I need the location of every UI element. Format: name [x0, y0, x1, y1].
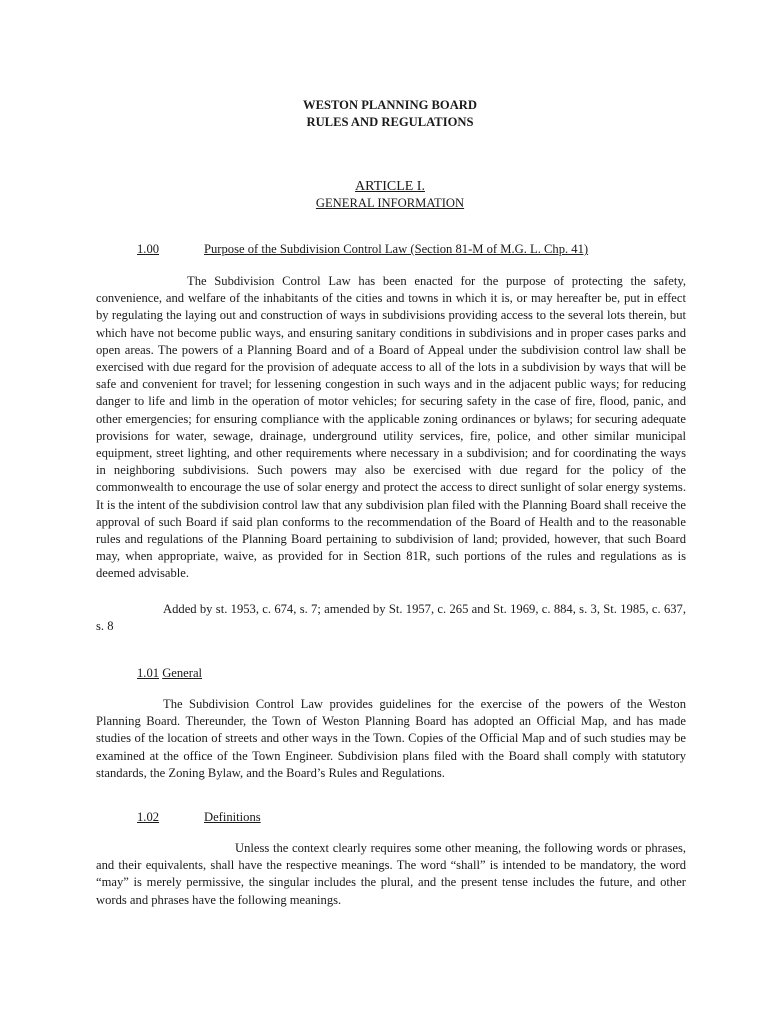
section-heading: General [162, 666, 203, 680]
section-number: 1.01 [137, 666, 160, 680]
section-body: The Subdivision Control Law provides guidelines for the exercise of the powers of the Weston Planning Board. Thereunder, the Town of Weston Planning Board has adopted an Official Map, and has made studies of the location of streets and other ways in the Town. Copies of the Official Map and of such studies may be examined at the office of the Town Engineer. Subdivision plans filed with the Board shall comply with statutory standards, the Zoning Bylaw, and the Board’s Rules and Regulations. [96, 697, 686, 780]
article-heading: ARTICLE I. [355, 179, 425, 194]
section-number: 1.02 [137, 810, 160, 824]
article-subtitle: GENERAL INFORMATION [315, 196, 465, 210]
document-title-line1: WESTON PLANNING BOARD [302, 98, 477, 112]
section-heading: Purpose of the Subdivision Control Law (Section 81-M of M.G. L. Chp. 41) [204, 242, 589, 256]
section-number: 1.00 [137, 242, 160, 256]
document-title-line2: RULES AND REGULATIONS [306, 115, 474, 129]
section-heading: Definitions [204, 810, 261, 824]
section-body: The Subdivision Control Law has been enacted for the purpose of protecting the safety, convenience, and welfare of the inhabitants of the cities and towns in which it is, or may hereafter be, put in effect by regulating the laying out and construction of ways in subdivisions providing access to the several lots therein, but which have not become public ways, and ensuring sanitary conditions in subdivisions and in proper cases parks and open areas. The powers of a Planning Board and of a Board of Appeal under the subdivision control law shall be exercised with due regard for the provision of adequate access to all of the lots in a subdivision by ways that will be safe and convenient for travel; for lessening congestion in such ways and in the adjacent public ways; for reducing danger to life and limb in the operation of motor vehicles; for securing safety in the case of fire, flood, panic, and other emergencies; for ensuring compliance with the applicable zoning ordinances or bylaws; for securing adequate provisions for water, sewage, drainage, underground utility services, fire, police, and other similar municipal equipment, street lighting, and other requirements where necessary in a subdivision; and for coordinating the ways in neighboring subdivisions. Such powers may also be exercised with due regard for the policy of the commonwealth to encourage the use of solar energy and protect the access to direct sunlight of solar energy systems. It is the intent of the subdivision control law that any subdivision plan filed with the Planning Board shall receive the approval of such Board if said plan conforms to the recommendation of the Board of Health and to the reasonable rules and regulations of the Planning Board pertaining to subdivision of land; provided, however, that such Board may, when appropriate, waive, as provided for in Section 81R, such portions of the rules and regulations as is deemed advisable. [96, 274, 686, 581]
section-body: Unless the context clearly requires some other meaning, the following words or phrases, and their equivalents, shall have the respective meanings. The word “shall” is intended to be mandatory, the word “may” is merely permissive, the singular includes the plural, and the present tense includes the future, and other words and phrases have the following meanings. [96, 841, 686, 907]
section-note: Added by st. 1953, c. 674, s. 7; amended by St. 1957, c. 265 and St. 1969, c. 884, s. 3, St. 1985, c. 637, s. 8 [96, 602, 686, 634]
section-number-with-heading [137, 665, 202, 682]
